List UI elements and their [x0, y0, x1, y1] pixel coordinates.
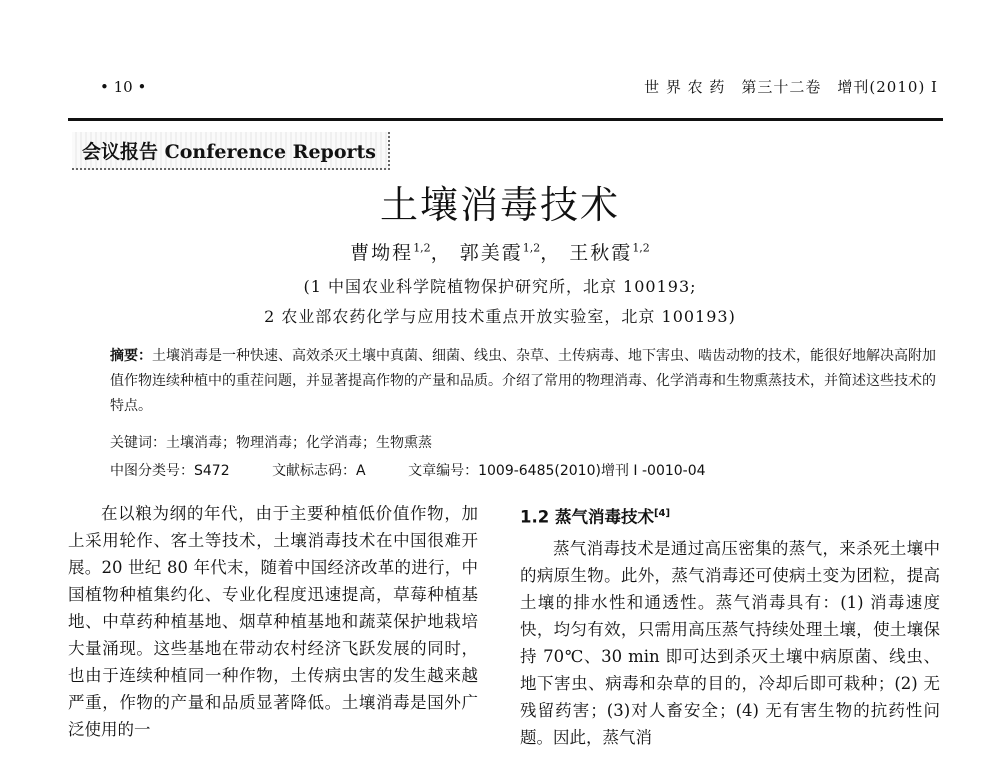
- affiliation-2: 2 农业部农药化学与应用技术重点开放实验室，北京 100193): [264, 307, 736, 326]
- article-number: 文章编号：1009-6485(2010)增刊 I -0010-04: [408, 463, 706, 479]
- citation-ref: [4]: [653, 508, 671, 519]
- header-rule: [68, 118, 943, 121]
- keywords: 关键词：土壤消毒；物理消毒；化学消毒；生物熏蒸: [110, 435, 432, 451]
- body-column-right: [520, 500, 940, 751]
- body-paragraph: 在以粮为纲的年代，由于主要种植低价值作物，加上采用轮作、客土等技术，土壤消毒技术在中国很难开展。20 世纪 80 年代末，随着中国经济改革的进行，中国植物种植集约化、专业化程度迅速提高，草莓种植基地、中草药种植基地、烟草种植基地和蔬菜保护地栽培大量涌现。这些基地在带动农村经济飞跃发展的同时，也由于连续种植同一种作物，土传病虫害的发生越来越严重，作物的产量和品质显著降低。土壤消毒是国外广泛使用的一: [68, 504, 478, 739]
- abstract-label: 摘要：: [110, 348, 152, 364]
- article-title: 土壤消毒技术: [379, 183, 620, 227]
- document-code: 文献标志码：A: [272, 463, 366, 479]
- clc-number: 中图分类号：S472: [110, 463, 230, 479]
- body-column-left: [68, 500, 478, 743]
- body-paragraph: 蒸气消毒技术是通过高压密集的蒸气，来杀死土壤中的病原生物。此外，蒸气消毒还可使病土变为团粒，提高土壤的排水性和通透性。蒸气消毒具有：(1) 消毒速度快，均匀有效，只需用高压蒸气持续处理土壤，使土壤保持 70℃、30 min 即可达到杀灭土壤中病原菌、线虫、地下害虫、病毒和杂草的目的，冷却后即可栽种；(2) 无残留药害；(3)对人畜安全；(4) 无有害生物的抗药性问题。因此，蒸气消: [520, 538, 940, 747]
- author-list: 曹坳程$^{1,2}$， 郭美霞$^{1,2}$， 王秋霞$^{1,2}$: [350, 241, 650, 264]
- abstract: [110, 344, 940, 419]
- author-name: 王秋霞: [569, 242, 633, 264]
- author-name: 郭美霞: [459, 242, 523, 264]
- author-affiliation-sup: 1,2: [632, 241, 650, 255]
- section-heading: [520, 500, 940, 531]
- section-label-text: 会议报告 Conference Reports: [82, 140, 376, 163]
- journal-info: 世 界 农 药 第三十二卷 增刊(2010) I: [644, 78, 938, 96]
- author-name: 曹坳程: [350, 242, 414, 264]
- affiliation-1: (1 中国农业科学院植物保护研究所，北京 100193;: [303, 277, 697, 296]
- classification-line: [110, 460, 950, 480]
- section-label: [72, 132, 390, 170]
- abstract-text: 土壤消毒是一种快速、高效杀灭土壤中真菌、细菌、线虫、杂草、土传病毒、地下害虫、啮齿动物的技术，能很好地解决高附加值作物连续种植中的重茬问题，并显著提高作物的产量和品质。介绍了常用的物理消毒、化学消毒和生物熏蒸技术，并简述这些技术的特点。: [110, 348, 936, 414]
- section-heading-text: 1.2 蒸气消毒技术: [520, 507, 654, 527]
- page-number: • 10 •: [100, 78, 147, 96]
- author-affiliation-sup: 1,2: [413, 241, 431, 255]
- page-header: [0, 0, 1000, 130]
- author-affiliation-sup: 1,2: [522, 241, 541, 255]
